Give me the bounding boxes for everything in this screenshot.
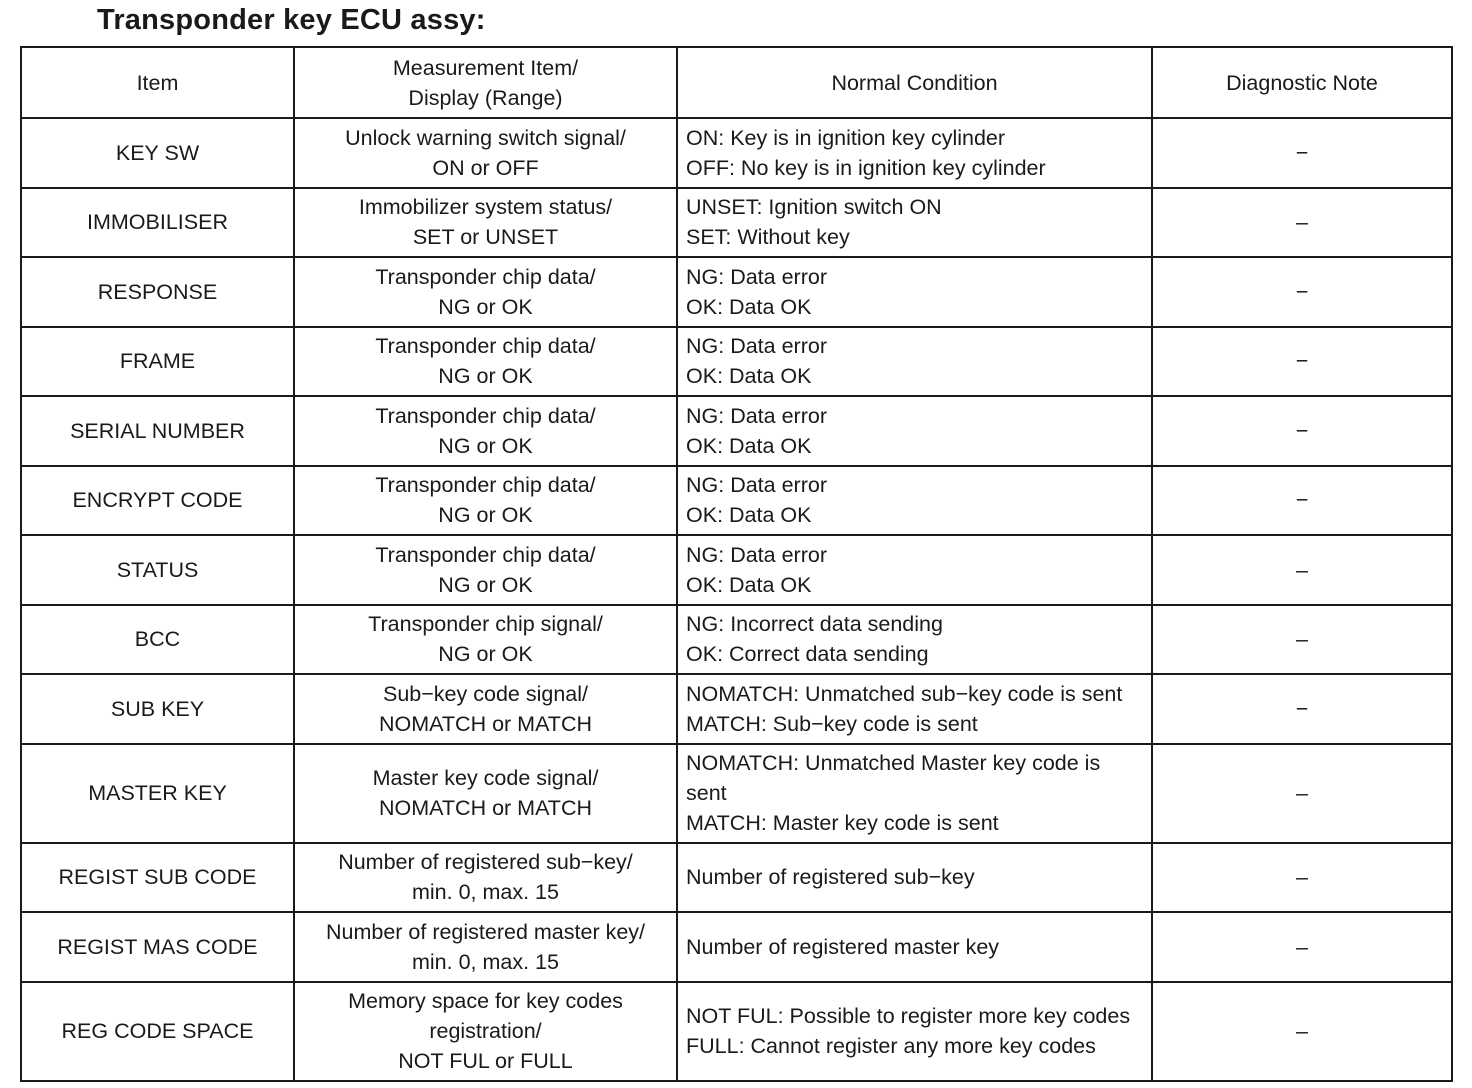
- cell-normal-condition: [677, 674, 1152, 744]
- cell-item: REGIST MAS CODE: [21, 912, 294, 982]
- cell-normal-condition: [677, 843, 1152, 913]
- cell-item: KEY SW: [21, 118, 294, 188]
- cell-measurement: [294, 674, 677, 744]
- cell-normal-condition: [677, 605, 1152, 675]
- normal-condition-line: NG: Data error: [686, 473, 827, 498]
- normal-condition-line: NG: Data error: [686, 334, 827, 359]
- normal-condition-line: MATCH: Master key code is sent: [686, 811, 999, 835]
- cell-diagnostic-note: −: [1152, 118, 1452, 188]
- cell-normal-condition: [677, 396, 1152, 466]
- cell-normal-condition: [677, 327, 1152, 397]
- cell-diagnostic-note: −: [1152, 327, 1452, 397]
- cell-measurement: [294, 744, 677, 843]
- cell-normal-condition: [677, 188, 1152, 258]
- cell-measurement: [294, 257, 677, 327]
- cell-diagnostic-note: −: [1152, 396, 1452, 466]
- cell-item: SERIAL NUMBER: [21, 396, 294, 466]
- cell-item: BCC: [21, 605, 294, 675]
- table-row: [21, 327, 1452, 397]
- cell-item: REG CODE SPACE: [21, 982, 294, 1081]
- measurement-line: Number of registered master key/: [325, 919, 646, 944]
- cell-measurement: [294, 327, 677, 397]
- data-table: [20, 46, 1453, 1082]
- table-body: [21, 118, 1452, 1081]
- table-row: [21, 188, 1452, 258]
- table-row: [21, 912, 1452, 982]
- measurement-line: NG or OK: [438, 294, 533, 319]
- cell-diagnostic-note: –: [1152, 188, 1452, 258]
- cell-item: IMMOBILISER: [21, 188, 294, 258]
- table-row: [21, 744, 1452, 843]
- normal-condition-line: NG: Data error: [686, 403, 827, 428]
- normal-condition-line: UNSET: Ignition switch ON: [686, 195, 942, 220]
- cell-measurement: [294, 466, 677, 536]
- table-header-row: [21, 47, 1452, 118]
- normal-condition-line: OK: Data OK: [686, 294, 812, 319]
- normal-condition-line: NG: Data error: [686, 264, 827, 289]
- cell-diagnostic-note: –: [1152, 912, 1452, 982]
- measurement-line: NG or OK: [438, 433, 533, 458]
- measurement-line: Number of registered sub−key/: [338, 850, 633, 875]
- table-row: [21, 674, 1452, 744]
- cell-diagnostic-note: –: [1152, 605, 1452, 675]
- normal-condition-line: ON: Key is in ignition key cylinder: [686, 125, 1006, 150]
- cell-measurement: [294, 605, 677, 675]
- cell-measurement: [294, 843, 677, 913]
- table-row: [21, 605, 1452, 675]
- cell-normal-condition: [677, 982, 1152, 1081]
- normal-condition-line: OK: Correct data sending: [686, 642, 929, 667]
- measurement-line: NOMATCH or MATCH: [379, 796, 592, 820]
- cell-normal-condition: [677, 118, 1152, 188]
- measurement-line: Memory space for key codes: [348, 989, 623, 1013]
- cell-diagnostic-note: −: [1152, 674, 1452, 744]
- normal-condition-line: OK: Data OK: [686, 572, 812, 597]
- cell-item: SUB KEY: [21, 674, 294, 744]
- cell-measurement: [294, 535, 677, 605]
- cell-measurement: [294, 118, 677, 188]
- cell-diagnostic-note: –: [1152, 744, 1452, 843]
- cell-normal-condition: [677, 912, 1152, 982]
- measurement-line: Transponder chip data/: [375, 264, 596, 289]
- normal-condition-line: Number of registered sub−key: [686, 865, 975, 890]
- measurement-line: registration/: [429, 1019, 542, 1043]
- cell-diagnostic-note: –: [1152, 843, 1452, 913]
- cell-diagnostic-note: –: [1152, 982, 1452, 1081]
- measurement-line: Transponder chip data/: [375, 473, 596, 498]
- cell-measurement: [294, 188, 677, 258]
- table-row: [21, 982, 1452, 1081]
- table-row: [21, 118, 1452, 188]
- header-measurement-line: Measurement Item/: [392, 55, 579, 80]
- cell-measurement: [294, 396, 677, 466]
- measurement-line: min. 0, max. 15: [412, 949, 559, 974]
- table-row: [21, 466, 1452, 536]
- measurement-line: NG or OK: [438, 572, 533, 597]
- measurement-line: Transponder chip data/: [375, 542, 596, 567]
- page-title: Transponder key ECU assy:: [97, 4, 486, 36]
- table-row: [21, 535, 1452, 605]
- measurement-line: Immobilizer system status/: [358, 195, 613, 220]
- normal-condition-line: NOMATCH: Unmatched Master key code is sent: [686, 751, 1101, 805]
- measurement-line: Transponder chip data/: [375, 334, 596, 359]
- measurement-line: NOMATCH or MATCH: [379, 711, 592, 736]
- measurement-line: min. 0, max. 15: [412, 880, 559, 905]
- measurement-line: Unlock warning switch signal/: [345, 125, 626, 150]
- normal-condition-line: Number of registered master key: [686, 934, 1000, 959]
- cell-normal-condition: [677, 466, 1152, 536]
- normal-condition-line: MATCH: Sub−key code is sent: [686, 711, 978, 736]
- normal-condition-line: NOT FUL: Possible to register more key codes: [686, 1004, 1131, 1028]
- cell-diagnostic-note: –: [1152, 535, 1452, 605]
- measurement-line: Sub−key code signal/: [383, 681, 588, 706]
- normal-condition-line: OK: Data OK: [686, 503, 812, 528]
- cell-diagnostic-note: −: [1152, 466, 1452, 536]
- table-row: [21, 396, 1452, 466]
- measurement-line: Transponder chip signal/: [368, 612, 603, 637]
- header-diagnostic-note: Diagnostic Note: [1152, 47, 1452, 118]
- header-measurement-line: Display (Range): [408, 85, 563, 110]
- cell-normal-condition: [677, 744, 1152, 843]
- normal-condition-line: OFF: No key is in ignition key cylinder: [686, 155, 1046, 180]
- header-measurement: [294, 47, 677, 118]
- cell-normal-condition: [677, 535, 1152, 605]
- normal-condition-line: NOMATCH: Unmatched sub−key code is sent: [686, 681, 1123, 706]
- normal-condition-line: FULL: Cannot register any more key codes: [686, 1034, 1096, 1058]
- normal-condition-line: SET: Without key: [686, 225, 850, 250]
- table-row: [21, 257, 1452, 327]
- cell-item: MASTER KEY: [21, 744, 294, 843]
- cell-item: RESPONSE: [21, 257, 294, 327]
- cell-measurement: [294, 912, 677, 982]
- normal-condition-line: OK: Data OK: [686, 364, 812, 389]
- measurement-line: ON or OFF: [432, 155, 539, 180]
- normal-condition-line: NG: Incorrect data sending: [686, 612, 943, 637]
- header-normal-condition: Normal Condition: [677, 47, 1152, 118]
- normal-condition-line: OK: Data OK: [686, 433, 812, 458]
- measurement-line: Master key code signal/: [372, 766, 599, 790]
- measurement-line: NG or OK: [438, 503, 533, 528]
- measurement-line: Transponder chip data/: [375, 403, 596, 428]
- normal-condition-line: NG: Data error: [686, 542, 827, 567]
- cell-item: STATUS: [21, 535, 294, 605]
- cell-item: FRAME: [21, 327, 294, 397]
- header-item: Item: [21, 47, 294, 118]
- cell-measurement: [294, 982, 677, 1081]
- measurement-line: SET or UNSET: [412, 225, 559, 250]
- cell-item: REGIST SUB CODE: [21, 843, 294, 913]
- table-row: [21, 843, 1452, 913]
- cell-item: ENCRYPT CODE: [21, 466, 294, 536]
- cell-diagnostic-note: −: [1152, 257, 1452, 327]
- measurement-line: NOT FUL or FULL: [398, 1049, 573, 1073]
- cell-normal-condition: [677, 257, 1152, 327]
- measurement-line: NG or OK: [438, 642, 533, 667]
- measurement-line: NG or OK: [438, 364, 533, 389]
